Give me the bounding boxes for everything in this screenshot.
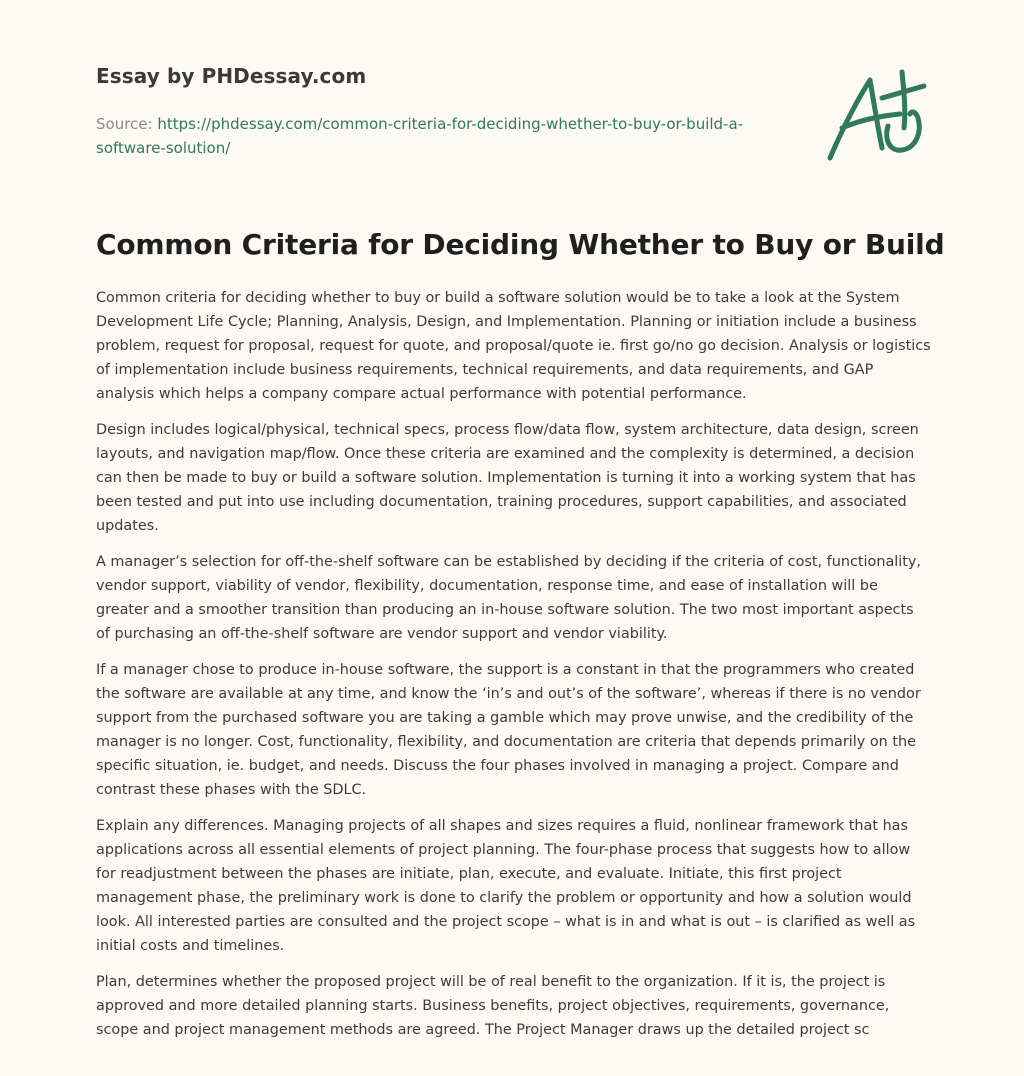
essay-title: Common Criteria for Deciding Whether to Buy or Build — [96, 228, 945, 261]
site-title: Essay by PHDessay.com — [96, 64, 367, 88]
essay-body — [96, 286, 932, 1054]
essay-paragraph: Plan, determines whether the proposed project will be of real benefit to the organization. If it is, the project is approved and more detailed planning starts. Business benefits, project objectives, requirements, governance, scope and project management methods are agreed. The Project Manager draws up the detailed project sc — [96, 974, 890, 1038]
essay-paragraph: If a manager chose to produce in-house software, the support is a constant in that the programmers who created the software are available at any time, and know the ‘in’s and out’s of the software’, whereas if there is no vendor support from the purchased software you are taking a gamble which may prove unwise, and the credibility of the manager is no longer. Cost, functionality, flexibility, and documentation are criteria that depends primarily on the specific situation, ie. budget, and needs. Discuss the four phases involved in managing a project. Compare and contrast these phases with the SDLC. — [96, 662, 921, 798]
essay-paragraph: A manager’s selection for off-the-shelf software can be established by deciding if the criteria of cost, functionality, vendor support, viability of vendor, flexibility, documentation, response time, and ease of installation will be greater and a smoother transition than producing an in-house software solution. The two most important aspects of purchasing an off-the-shelf software are vendor support and vendor viability. — [96, 554, 922, 642]
source-link[interactable]: https://phdessay.com/common-criteria-for-deciding-whether-to-buy-or-build-a-software-solution/ — [96, 115, 744, 157]
essay-paragraph: Design includes logical/physical, technical specs, process flow/data flow, system architecture, data design, screen layouts, and navigation map/flow. Once these criteria are examined and the complexity is determined, a decision can then be made to buy or build a software solution. Implementation is turning it into a working system that has been tested and put into use including documentation, training procedures, support capabilities, and associated updates. — [96, 422, 919, 534]
essay-paragraph: Explain any differences. Managing projects of all shapes and sizes requires a fluid, nonlinear framework that has applications across all essential elements of project planning. The four-phase process that suggests how to allow for readjustment between the phases are initiate, plan, execute, and evaluate. Initiate, this first project management phase, the preliminary work is done to clarify the problem or opportunity and how a solution would look. All interested parties are consulted and the project scope – what is in and what is out – is clarified as well as initial costs and timelines. — [96, 818, 916, 954]
essay-paragraph: Common criteria for deciding whether to buy or build a software solution would be to take a look at the System Development Life Cycle; Planning, Analysis, Design, and Implementation. Planning or initiation include a business problem, request for proposal, request for quote, and proposal/quote ie. first go/no go decision. Analysis or logistics of implementation include business requirements, technical requirements, and data requirements, and GAP analysis which helps a company compare actual performance with potential performance. — [96, 290, 931, 402]
a-plus-grade-icon — [824, 68, 928, 164]
source-label: Source: — [96, 115, 158, 133]
source-line — [96, 112, 796, 160]
